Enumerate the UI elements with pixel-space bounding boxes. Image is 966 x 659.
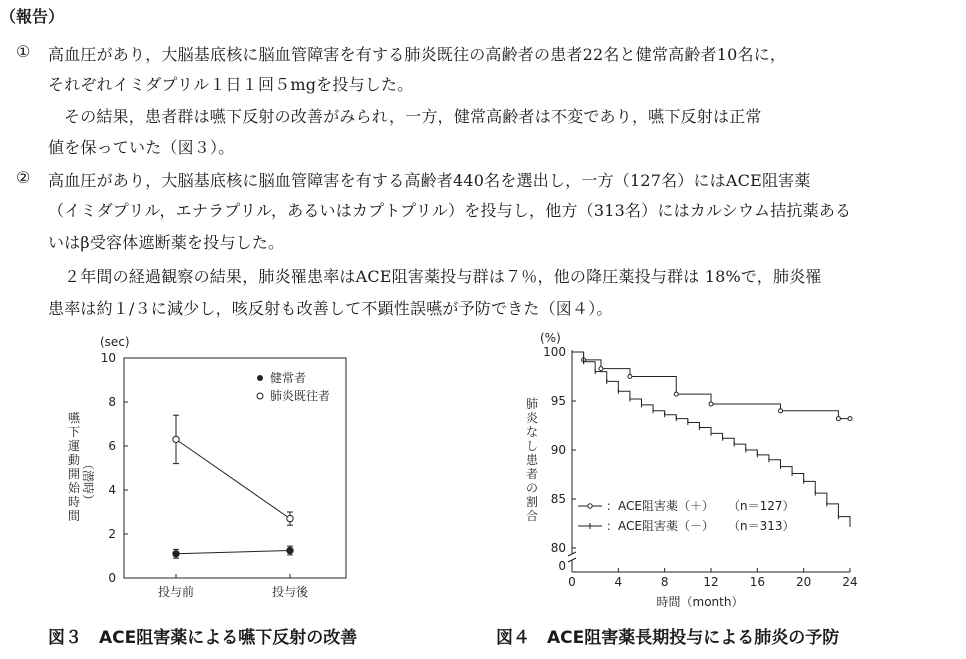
item1-line4: 値を保っていた（図３）。 bbox=[48, 138, 235, 157]
legend-minus-label: ：ACE阻害薬（－） bbox=[606, 519, 714, 533]
legend-patient: 肺炎既往者 bbox=[270, 389, 331, 403]
item1-line1: 高血圧があり，大脳基底核に脳血管障害を有する肺炎既往の高齢者の患者22名と健常高齢者10名に， bbox=[48, 45, 787, 64]
item2-line5: 患率は約１/３に減少し，咳反射も改善して不顕性誤嚥が予防できた（図４）。 bbox=[48, 299, 613, 318]
fig4-xtick-label: 0 bbox=[568, 575, 576, 589]
item2-line4: ２年間の経過観察の結果，肺炎罹患率はACE阻害薬投与群は７％，他の降圧薬投与群は 18%で，肺炎罹 bbox=[64, 267, 822, 286]
fig3-ylabel-char: 嚥 bbox=[68, 411, 81, 425]
fig3-ylabel-char: 間 bbox=[68, 509, 81, 523]
fig4-ytick-label: 90 bbox=[550, 443, 566, 457]
fig4-ylabel-char: 患 bbox=[526, 453, 539, 467]
legend-plus-marker bbox=[588, 504, 592, 508]
fig4-ylabel-char: し bbox=[526, 439, 539, 453]
fig4-ylabel-char: な bbox=[526, 425, 539, 439]
fig4-event-marker-open bbox=[674, 392, 678, 396]
fig4-survival-curve bbox=[572, 352, 850, 419]
fig4-xtick-label: 16 bbox=[749, 575, 765, 589]
fig3-series-line bbox=[176, 551, 290, 554]
fig3-ylabel-char: 下 bbox=[68, 425, 81, 439]
fig3-ytick-label: 0 bbox=[108, 571, 116, 585]
legend-minus-n: （n＝313） bbox=[728, 519, 795, 533]
fig4-axis-break bbox=[568, 552, 576, 562]
fig4-ytick-label: 95 bbox=[550, 394, 566, 408]
fig4-ylabel-char: の bbox=[526, 481, 539, 495]
fig4-event-marker-open bbox=[848, 417, 852, 421]
fig4-ylabel-char: 合 bbox=[526, 509, 539, 523]
fig4-unit: (%) bbox=[540, 331, 561, 345]
fig4-xtick-label: 12 bbox=[703, 575, 719, 589]
fig3-ylabel-char: 運 bbox=[68, 439, 81, 453]
fig3-point bbox=[287, 515, 293, 521]
fig4-yzero-label: 0 bbox=[558, 559, 566, 573]
fig4-event-marker-open bbox=[709, 402, 713, 406]
fig3-ylabel-paren bbox=[81, 458, 96, 506]
item2-line3: いはβ受容体遮断薬を投与した。 bbox=[48, 233, 285, 252]
fig3-xtick-label: 投与後 bbox=[271, 585, 309, 599]
legend-open-marker bbox=[257, 393, 263, 399]
legend-healthy: 健常者 bbox=[270, 371, 307, 385]
fig4-ytick-label: 85 bbox=[550, 492, 566, 506]
fig4-ylabel-char: 肺 bbox=[526, 397, 539, 411]
fig4-event-marker-open bbox=[836, 417, 840, 421]
item1-line2: それぞれイミダプリル１日１回５mgを投与した。 bbox=[48, 75, 414, 94]
fig3-point bbox=[173, 551, 179, 557]
fig3-point bbox=[173, 436, 179, 442]
fig4-ytick-label: 100 bbox=[543, 345, 566, 359]
figure-3-chart bbox=[60, 330, 360, 610]
fig3-point bbox=[287, 547, 293, 553]
fig4-event-marker-open bbox=[628, 375, 632, 379]
fig4-ylabel bbox=[526, 396, 539, 523]
fig4-event-marker-open bbox=[599, 367, 603, 371]
fig3-ylabel bbox=[68, 410, 81, 523]
fig3-xtick-label: 投与前 bbox=[157, 585, 195, 599]
legend-filled-marker bbox=[257, 375, 263, 381]
item2-marker: ② bbox=[16, 168, 31, 187]
fig3-ylabel-char: 始 bbox=[68, 481, 81, 495]
item2-line2: （イミダプリル，エナラプリル，あるいはカプトプリル）を投与し，他方（313名）にはカルシウム拮抗薬ある bbox=[48, 201, 852, 220]
legend-plus-n: （n＝127） bbox=[728, 499, 795, 513]
fig3-ytick-label: 2 bbox=[108, 527, 116, 541]
fig3-ylabel-char: 時 bbox=[68, 495, 81, 509]
fig4-event-marker-open bbox=[779, 409, 783, 413]
report-heading: （報告） bbox=[0, 7, 65, 26]
fig3-ylabel-char: 開 bbox=[68, 467, 81, 481]
fig3-series-line bbox=[176, 439, 290, 518]
fig4-ylabel-char: 割 bbox=[526, 495, 539, 509]
item1-line3: その結果，患者群は嚥下反射の改善がみられ，一方，健常高齢者は不変であり，嚥下反射は正常 bbox=[64, 107, 762, 126]
fig3-ylabel-paren-text: （潜時） bbox=[81, 458, 95, 507]
fig4-xtick-label: 4 bbox=[614, 575, 623, 589]
fig4-ytick-label: 80 bbox=[550, 541, 566, 555]
fig4-xtick-label: 24 bbox=[842, 575, 858, 589]
fig4-ylabel-char: 者 bbox=[526, 467, 539, 481]
figure-3-caption: 図３ ACE阻害薬による嚥下反射の改善 bbox=[48, 628, 358, 648]
fig4-legend bbox=[578, 498, 795, 533]
fig3-legend bbox=[257, 370, 330, 403]
fig3-ytick-label: 8 bbox=[108, 395, 116, 409]
item1-marker: ① bbox=[16, 42, 31, 61]
fig4-xtick-label: 20 bbox=[796, 575, 812, 589]
fig4-ylabel-char: 炎 bbox=[526, 411, 539, 425]
legend-plus-label: ：ACE阻害薬（＋） bbox=[606, 499, 714, 513]
fig3-ytick-label: 4 bbox=[108, 483, 116, 497]
figure-4-chart bbox=[520, 328, 866, 612]
fig4-xlabel: 時間（month） bbox=[656, 595, 744, 609]
item2-line1: 高血圧があり，大脳基底核に脳血管障害を有する高齢者440名を選出し，一方（127名）にはACE阻害薬 bbox=[48, 171, 811, 190]
fig3-unit: (sec) bbox=[100, 335, 130, 349]
figure-4-caption: 図４ ACE阻害薬長期投与による肺炎の予防 bbox=[496, 628, 840, 648]
fig4-xtick-label: 8 bbox=[660, 575, 669, 589]
fig4-axes bbox=[568, 350, 850, 572]
fig3-ylabel-char: 動 bbox=[68, 453, 81, 467]
fig3-ytick-label: 6 bbox=[108, 439, 116, 453]
fig3-ytick-label: 10 bbox=[100, 351, 116, 365]
